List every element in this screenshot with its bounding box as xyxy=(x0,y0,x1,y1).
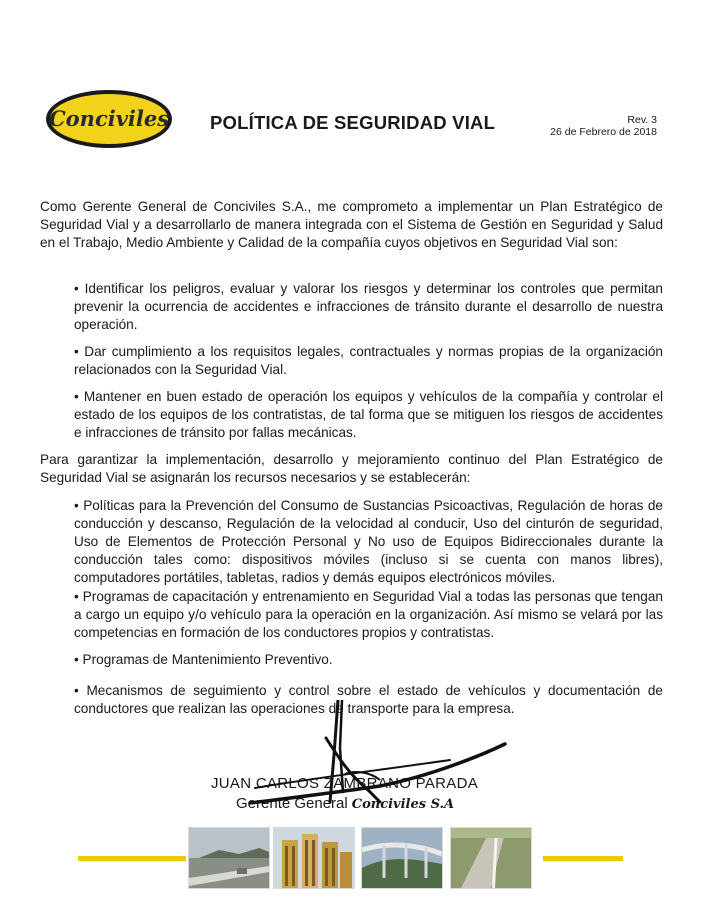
conciviles-logo xyxy=(44,88,174,150)
bridge-photo xyxy=(361,827,443,889)
revision-number: Rev. 3 xyxy=(627,114,657,126)
page-title: POLÍTICA DE SEGURIDAD VIAL xyxy=(210,112,496,133)
footer-stripe-right xyxy=(543,856,623,861)
highway-photo xyxy=(450,827,532,889)
svg-text:Conciviles: Conciviles xyxy=(48,106,170,131)
resources-paragraph: Para garantizar la implementación, desarrollo y mejoramiento continuo del Plan Estratégico de Seguridad Vial se asignarán los recursos necesarios y se establecerán: xyxy=(40,452,663,485)
resource-item: • Mecanismos de seguimiento y control sobre el estado de vehículos y documentación de conductores que realizan las operaciones de transporte para la empresa. xyxy=(74,682,663,718)
signer-role-title: Gerente General xyxy=(236,795,348,812)
objective-item: • Identificar los peligros, evaluar y valorar los riesgos y determinar los controles que permitan prevenir la ocurrencia de accidentes e infracciones de tránsito durante el desarrollo de nuestra operación. xyxy=(74,280,663,334)
resource-item: • Programas de capacitación y entrenamiento en Seguridad Vial a todas las personas que tengan a cargo un equipo y/o vehículo para la operación en la organización. Así mismo se velará por las competencias en formación de los conductores propios y contratistas. xyxy=(74,588,663,642)
road-construction-photo xyxy=(188,827,270,889)
resource-item: • Programas de Mantenimiento Preventivo. xyxy=(74,651,663,669)
revision-date: 26 de Febrero de 2018 xyxy=(550,126,657,138)
signer-name: JUAN CARLOS ZAMBRANO PARADA xyxy=(211,775,479,792)
resource-item: • Políticas para la Prevención del Consumo de Sustancias Psicoactivas, Regulación de horas de conducción y descanso, Regulación de la velocidad al conducir, Uso del cinturón de seguridad, Uso de Elementos de Protección Personal y No uso de Equipos Bidireccionales durante la conducción tales como: dispositivos móviles (incluso si se cuenta con manos libres), computadores portátiles, tabletas, radios y demás equipos electrónicos móviles. xyxy=(74,497,663,587)
objective-item: • Mantener en buen estado de operación los equipos y vehículos de la compañía y controlar el estado de los equipos de los contratistas, de tal forma que se mitiguen los riesgos de accidentes e infracciones de tránsito por fallas mecánicas. xyxy=(74,388,663,442)
signer-company: Conciviles S.A xyxy=(351,797,455,812)
revision-block xyxy=(550,114,657,138)
handwritten-signature xyxy=(230,700,530,820)
intro-paragraph: Como Gerente General de Conciviles S.A., me comprometo a implementar un Plan Estratégico de Seguridad Vial y a desarrollarlo de manera integrada con el Sistema de Gestión en Seguridad y Salud en el Trabajo, Medio Ambiente y Calidad de la compañía cuyos objetivos en Seguridad Vial son: xyxy=(40,199,663,250)
apartment-buildings-photo xyxy=(273,827,355,889)
objective-item: • Dar cumplimiento a los requisitos legales, contractuales y normas propias de la organización relacionados con la Seguridad Vial. xyxy=(74,343,663,379)
footer-stripe-left xyxy=(78,856,186,861)
